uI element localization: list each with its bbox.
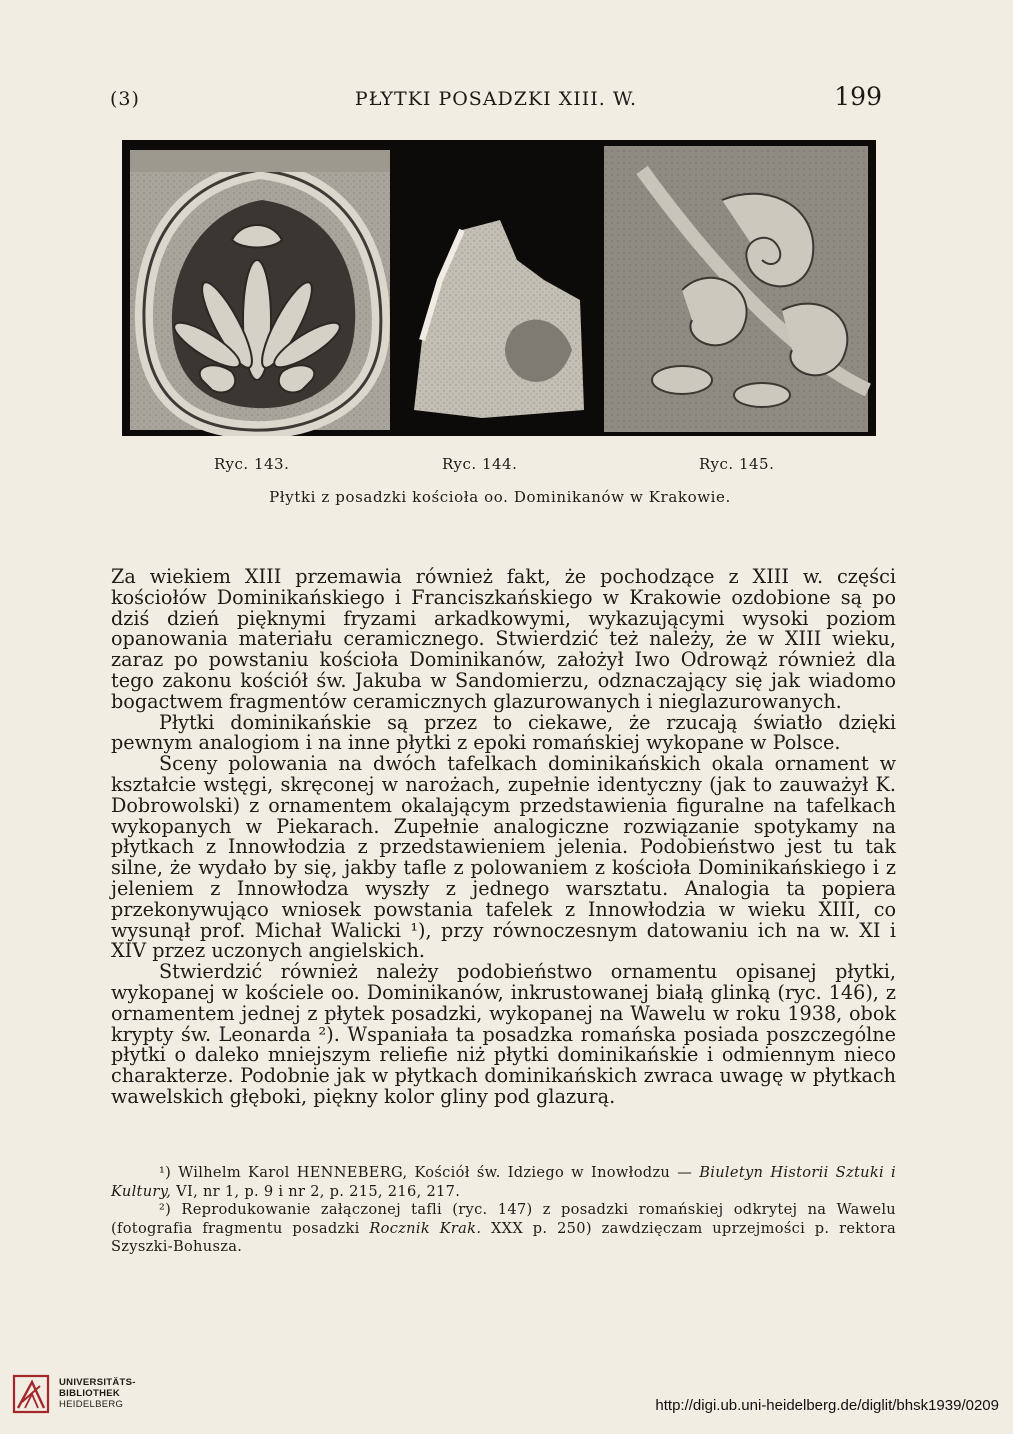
tile-photographs (122, 140, 876, 436)
footnote-text: ²) Reprodukowanie załączonej tafli (ryc. 147) z posadzki romańskiej odkrytej na Wawelu (fotografia fragmentu posadzki (111, 1201, 896, 1237)
tile-145-image (604, 146, 868, 432)
running-title: PŁYTKI POSADZKI XIII. W. (354, 88, 638, 110)
paragraph: Sceny polowania na dwóch tafelkach dominikańskich okala ornament w kształcie wstęgi, skręconej w narożach, zupełnie identyczny (jak to zauważył K. Dobrowolski) z ornamentem okalającym przedstawienia figuralne na tafelkach wykopanych w Piekarach. Zupełnie analogiczne rozwiązanie spotykamy na płytkach z Innowłodzia z przedstawieniem jelenia. Podobieństwo jest tu tak silne, że wydało by się, jakby tafle z polowaniem z kościoła Dominikańskiego i z jeleniem z Innowłodza wyszły z jednego warsztatu. Analogia ta popiera przekonywująco wniosek powstania tafelek z Innowłodzia w wieku XIII, co wysunął prof. Michał Walicki ¹), przy równoczesnym datowaniu ich na w. XI i XIV przez uczonych angielskich. (111, 752, 896, 963)
page-number: 199 (834, 82, 882, 111)
library-name (59, 1377, 136, 1410)
figure-plate (122, 140, 876, 436)
paragraph: Za wiekiem XIII przemawia również fakt, że pochodzące z XIII w. części kościołów Dominikańskiego i Franciszkańskiego w Krakowie ozdobione są po dziś dzień pięknymi fryzami arkadkowymi, wykazującymi wysoki poziom opanowania materiału ceramicznego. Stwierdzić też należy, że w XIII wieku, zaraz po powstaniu kościoła Dominikanów, założył Iwo Odrowąż również dla tego zakonu kościół św. Jakuba w Sandomierzu, odznaczający się jak wiadomo bogactwem fragmentów ceramicznych glazurowanych i nieglazurowanych. (111, 565, 896, 713)
library-name-line: BIBLIOTHEK (59, 1388, 121, 1399)
section-number: (3) (110, 88, 140, 110)
body-text (111, 567, 896, 1108)
footnote-text: VI, nr 1, p. 9 i nr 2, p. 215, 216, 217. (171, 1182, 461, 1200)
caption-ryc-144: Ryc. 144. (442, 455, 518, 473)
footnote-text: ¹) Wilhelm Karol HENNEBERG, Kościół św. Idziego w Inowłodzu — (159, 1164, 700, 1181)
tile-144-image (414, 220, 584, 418)
caption-ryc-143: Ryc. 143. (214, 455, 290, 473)
library-name-line: UNIVERSITÄTS- (59, 1377, 136, 1388)
figure-subcaption: Płytki z posadzki kościoła oo. Dominikanów w Krakowie. (269, 488, 731, 506)
library-logo[interactable] (12, 1372, 142, 1416)
footnote-2 (111, 1201, 896, 1257)
figure-captions (110, 455, 890, 479)
tile-143-image (130, 150, 390, 430)
library-seal-icon (12, 1372, 52, 1416)
footnotes (111, 1164, 896, 1257)
paragraph: Stwierdzić również należy podobieństwo ornamentu opisanej płytki, wykopanej w kościele oo. Dominikanów, inkrustowanej białą glinką (ryc. 146), z ornamentem jednej z płytek posadzki, wykopanej na Wawelu w roku 1938, obok krypty św. Leonarda ²). Wspaniała ta posadzka romańska posiada poszczególne płytki o daleko mniejszym reliefie niż płytki dominikańskie i odmiennym nieco charakterze. Podobnie jak w płytkach dominikańskich zwraca uwagę w płytkach wawelskich głęboki, piękny kolor gliny pod glazurą. (111, 960, 896, 1108)
running-header (110, 82, 882, 116)
footnote-journal: Biuletyn Historii Sztuki i Kultury, (111, 1164, 897, 1200)
paragraph: Płytki dominikańskie są przez to ciekawe, że rzucają światło dzięki pewnym analogiom i na inne płytki z epoki romańskiej wykopane w Polsce. (111, 710, 896, 755)
library-name-line: HEIDELBERG (59, 1399, 124, 1410)
footnote-1 (111, 1164, 896, 1201)
caption-ryc-145: Ryc. 145. (699, 455, 775, 473)
footnote-text: XXX p. 250) zawdzięczam uprzejmości p. rektora Szyszki-Bohusza. (111, 1219, 896, 1256)
source-url-link[interactable]: http://digi.ub.uni-heidelberg.de/diglit/bhsk1939/0209 (655, 1397, 999, 1414)
footnote-journal: Rocznik Krak. (369, 1219, 482, 1237)
